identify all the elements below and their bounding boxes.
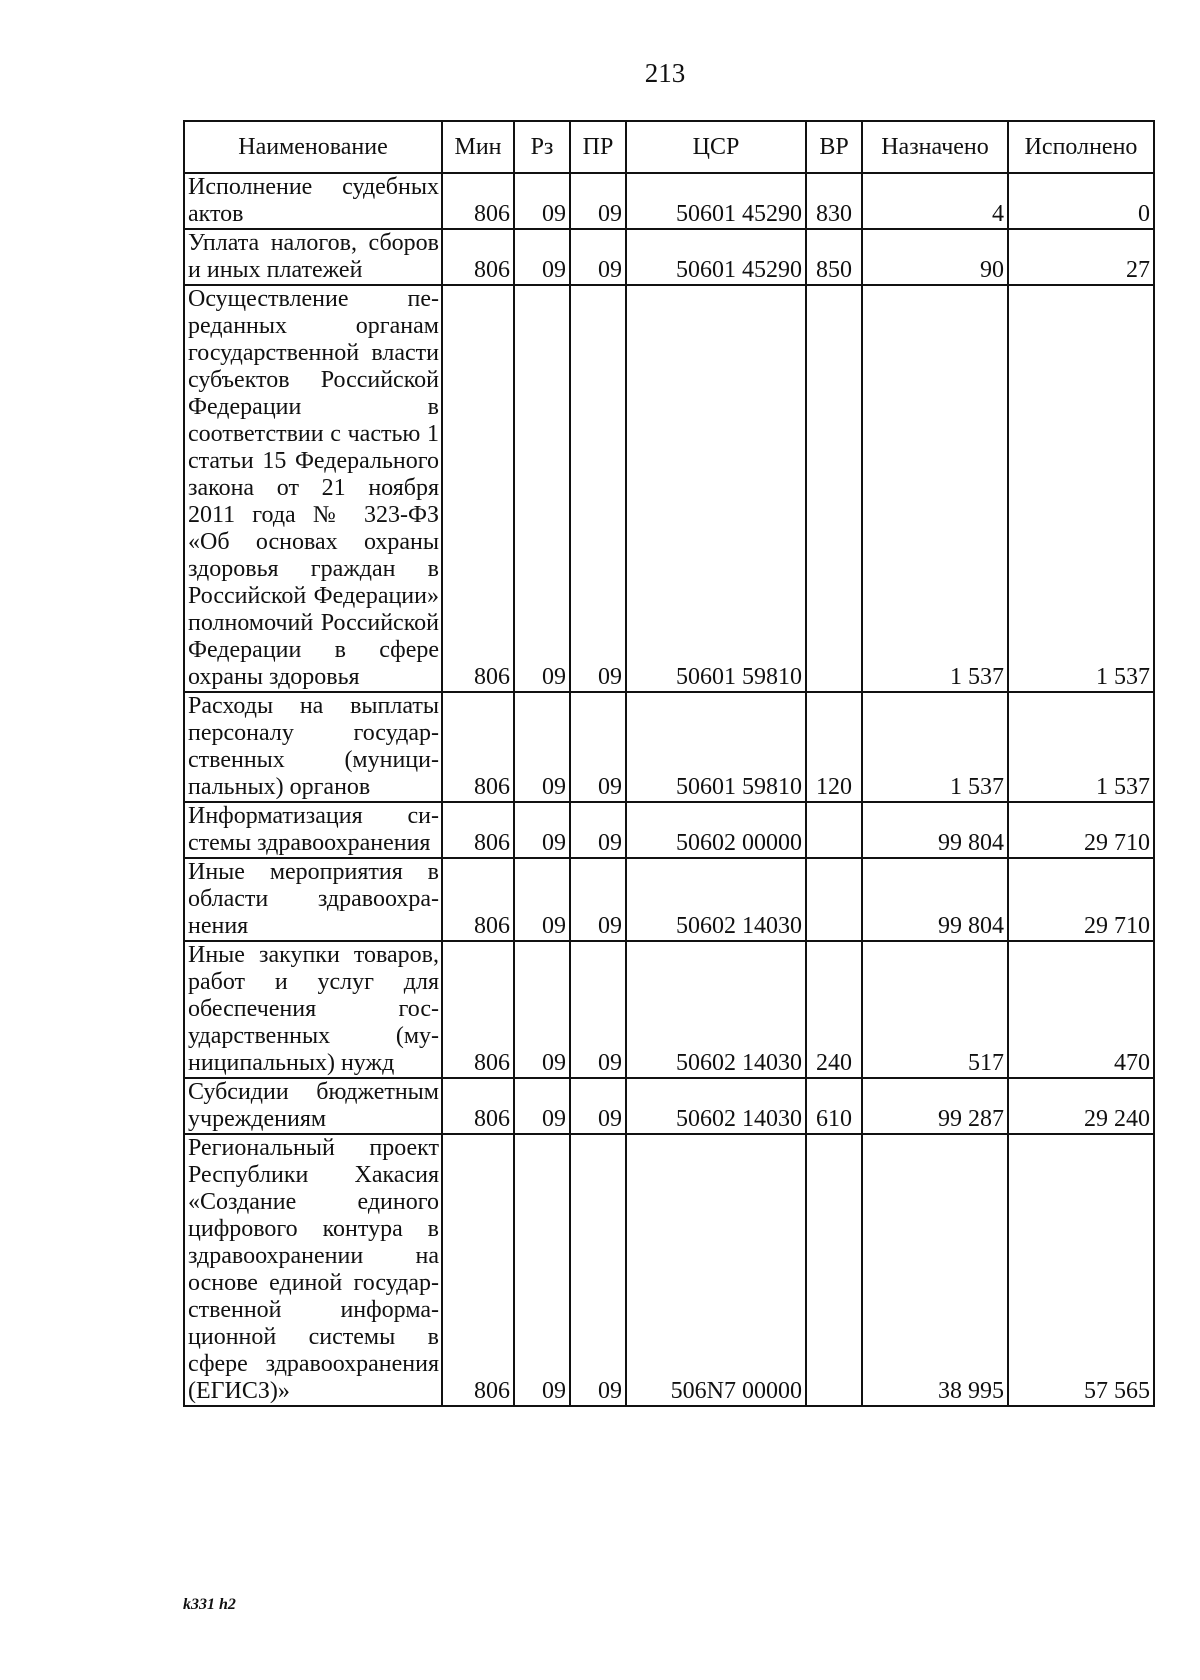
- cell-pr: 09: [570, 1134, 626, 1406]
- cell-rz: 09: [514, 858, 570, 941]
- cell-vr: [806, 802, 862, 858]
- cell-name: Иные закупки товаров, работ и услуг для обеспечения государственных (муниципальных) нужд: [184, 941, 442, 1078]
- cell-pr: 09: [570, 173, 626, 229]
- table-row: [184, 229, 1154, 285]
- cell-vr: 830: [806, 173, 862, 229]
- cell-csr: 506N7 00000: [626, 1134, 806, 1406]
- cell-min: 806: [442, 173, 514, 229]
- cell-executed: 470: [1008, 941, 1154, 1078]
- cell-assigned: 99 804: [862, 802, 1008, 858]
- cell-min: 806: [442, 692, 514, 802]
- header-vr: ВР: [806, 121, 862, 173]
- cell-assigned: 1 537: [862, 692, 1008, 802]
- table-row: [184, 692, 1154, 802]
- cell-min: 806: [442, 941, 514, 1078]
- cell-executed: 57 565: [1008, 1134, 1154, 1406]
- cell-vr: [806, 858, 862, 941]
- cell-assigned: 90: [862, 229, 1008, 285]
- cell-vr: 240: [806, 941, 862, 1078]
- table-row: [184, 1078, 1154, 1134]
- header-min: Мин: [442, 121, 514, 173]
- cell-vr: 850: [806, 229, 862, 285]
- cell-assigned: 38 995: [862, 1134, 1008, 1406]
- header-csr: ЦСР: [626, 121, 806, 173]
- header-rz: Рз: [514, 121, 570, 173]
- cell-name: Региональный проект Республики Хакасия «Создание единого цифрового контура в здравоохранении на основе единой государственной информационной системы в сфере здравоохранения (ЕГИСЗ)»: [184, 1134, 442, 1406]
- footer-code: k331 h2: [183, 1596, 236, 1613]
- cell-rz: 09: [514, 285, 570, 692]
- cell-csr: 50602 14030: [626, 941, 806, 1078]
- cell-csr: 50602 00000: [626, 802, 806, 858]
- cell-assigned: 99 287: [862, 1078, 1008, 1134]
- cell-rz: 09: [514, 941, 570, 1078]
- cell-executed: 27: [1008, 229, 1154, 285]
- table-header: [184, 121, 1154, 173]
- cell-assigned: 99 804: [862, 858, 1008, 941]
- header-executed: Исполнено: [1008, 121, 1154, 173]
- cell-name: Исполнение судебных актов: [184, 173, 442, 229]
- cell-rz: 09: [514, 1078, 570, 1134]
- cell-executed: 29 710: [1008, 802, 1154, 858]
- cell-csr: 50602 14030: [626, 1078, 806, 1134]
- cell-min: 806: [442, 1134, 514, 1406]
- cell-min: 806: [442, 858, 514, 941]
- header-name: Наименование: [184, 121, 442, 173]
- cell-csr: 50601 45290: [626, 229, 806, 285]
- cell-min: 806: [442, 1078, 514, 1134]
- header-pr: ПР: [570, 121, 626, 173]
- cell-assigned: 1 537: [862, 285, 1008, 692]
- cell-executed: 29 240: [1008, 1078, 1154, 1134]
- table-row: [184, 941, 1154, 1078]
- cell-name: Иные мероприятия в области здравоохранения: [184, 858, 442, 941]
- table-row: [184, 802, 1154, 858]
- cell-vr: [806, 285, 862, 692]
- cell-csr: 50601 45290: [626, 173, 806, 229]
- cell-rz: 09: [514, 1134, 570, 1406]
- cell-name: Информатизация системы здравоохранения: [184, 802, 442, 858]
- cell-csr: 50601 59810: [626, 285, 806, 692]
- cell-rz: 09: [514, 692, 570, 802]
- cell-min: 806: [442, 229, 514, 285]
- cell-assigned: 4: [862, 173, 1008, 229]
- table-row: [184, 858, 1154, 941]
- table-row: [184, 1134, 1154, 1406]
- cell-name: Расходы на выплаты персоналу государственных (муниципальных) органов: [184, 692, 442, 802]
- cell-name: Уплата налогов, сборов и иных платежей: [184, 229, 442, 285]
- table-body: [184, 173, 1154, 1406]
- cell-executed: 1 537: [1008, 285, 1154, 692]
- cell-vr: 120: [806, 692, 862, 802]
- cell-pr: 09: [570, 941, 626, 1078]
- cell-csr: 50602 14030: [626, 858, 806, 941]
- cell-vr: [806, 1134, 862, 1406]
- cell-vr: 610: [806, 1078, 862, 1134]
- cell-pr: 09: [570, 858, 626, 941]
- cell-name: Осуществление переданных органам государственной власти субъектов Российской Федерации в соответствии с частью 1 статьи 15 Федерального закона от 21 ноября 2011 года № 323-ФЗ «Об основах охраны здоровья граждан в Российской Федерации» полномочий Российской Федерации в сфере охраны здоровья: [184, 285, 442, 692]
- cell-rz: 09: [514, 802, 570, 858]
- header-row: [184, 121, 1154, 173]
- page-number: 213: [644, 58, 686, 88]
- cell-rz: 09: [514, 173, 570, 229]
- cell-assigned: 517: [862, 941, 1008, 1078]
- cell-min: 806: [442, 285, 514, 692]
- cell-rz: 09: [514, 229, 570, 285]
- table-row: [184, 285, 1154, 692]
- cell-executed: 0: [1008, 173, 1154, 229]
- cell-min: 806: [442, 802, 514, 858]
- cell-pr: 09: [570, 802, 626, 858]
- cell-pr: 09: [570, 692, 626, 802]
- header-assigned: Назначено: [862, 121, 1008, 173]
- cell-executed: 29 710: [1008, 858, 1154, 941]
- cell-pr: 09: [570, 285, 626, 692]
- cell-pr: 09: [570, 1078, 626, 1134]
- table-row: [184, 173, 1154, 229]
- cell-csr: 50601 59810: [626, 692, 806, 802]
- cell-pr: 09: [570, 229, 626, 285]
- cell-name: Субсидии бюджетным учреждениям: [184, 1078, 442, 1134]
- budget-table: [183, 120, 1155, 1407]
- cell-executed: 1 537: [1008, 692, 1154, 802]
